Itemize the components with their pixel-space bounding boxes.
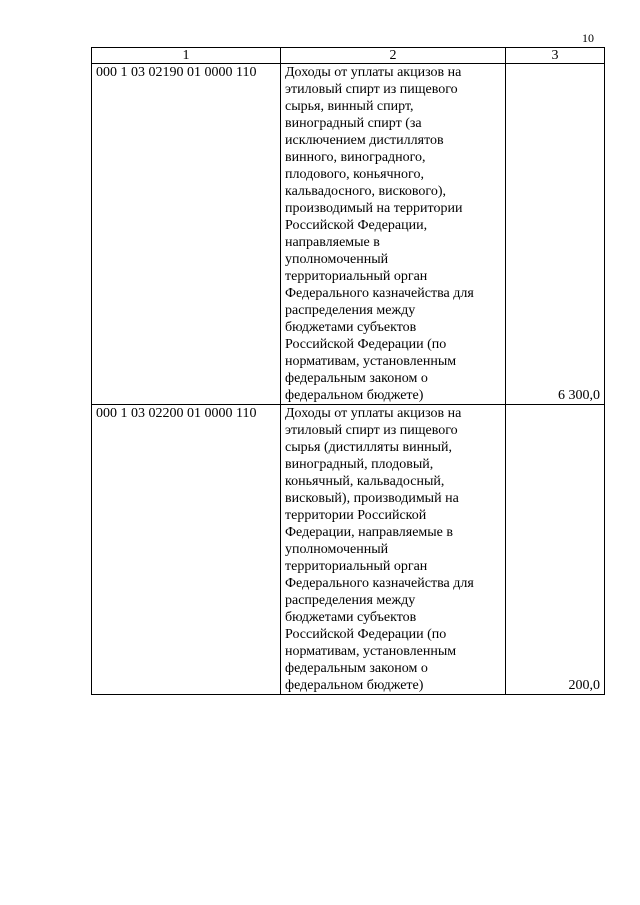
- table-header-row: [92, 48, 605, 64]
- description-line: этиловый спирт из пищевого: [285, 423, 458, 438]
- column-header-amount: 3: [506, 48, 605, 64]
- page-number: 10: [582, 31, 594, 45]
- description-line: бюджетами субъектов: [285, 610, 417, 625]
- description-line: федеральном бюджете): [285, 388, 424, 403]
- description-line: Доходы от уплаты акцизов на: [285, 406, 462, 421]
- table-row: [92, 405, 605, 695]
- budget-classification-code: 000 1 03 02200 01 0000 110: [92, 405, 281, 695]
- description-line: нормативам, установленным: [285, 644, 457, 659]
- description-line: виноградный, плодовый,: [285, 457, 434, 472]
- description-line: виноградный спирт (за: [285, 116, 422, 131]
- description-line: уполномоченный: [285, 542, 389, 557]
- description-line: коньячный, кальвадосный,: [285, 474, 445, 489]
- description-line: Российской Федерации,: [285, 218, 428, 233]
- column-header-name: 2: [281, 48, 506, 64]
- column-header-code: 1: [92, 48, 281, 64]
- revenue-description: [281, 64, 506, 405]
- revenue-amount: 6 300,0: [506, 64, 605, 405]
- description-line: уполномоченный: [285, 252, 389, 267]
- description-line: Федерального казначейства для: [285, 576, 474, 591]
- description-line: территориальный орган: [285, 269, 428, 284]
- description-line: территориальный орган: [285, 559, 428, 574]
- description-line: распределения между: [285, 303, 416, 318]
- budget-classification-code: 000 1 03 02190 01 0000 110: [92, 64, 281, 405]
- revenue-description: [281, 405, 506, 695]
- description-line: Федерации, направляемые в: [285, 525, 453, 540]
- description-line: федеральном бюджете): [285, 678, 424, 693]
- description-line: нормативам, установленным: [285, 354, 457, 369]
- description-line: территории Российской: [285, 508, 427, 523]
- description-line: Российской Федерации (по: [285, 627, 447, 642]
- description-line: федеральным законом о: [285, 371, 428, 386]
- description-line: бюджетами субъектов: [285, 320, 417, 335]
- description-line: Российской Федерации (по: [285, 337, 447, 352]
- description-line: этиловый спирт из пищевого: [285, 82, 458, 97]
- description-line: Федерального казначейства для: [285, 286, 474, 301]
- description-line: винного, виноградного,: [285, 150, 426, 165]
- description-line: кальвадосного, вискового),: [285, 184, 446, 199]
- description-line: плодового, коньячного,: [285, 167, 424, 182]
- revenue-table: [91, 47, 605, 695]
- revenue-amount: 200,0: [506, 405, 605, 695]
- description-line: сырья (дистилляты винный,: [285, 440, 452, 455]
- description-line: сырья, винный спирт,: [285, 99, 414, 114]
- description-line: направляемые в: [285, 235, 380, 250]
- description-line: висковый), производимый на: [285, 491, 459, 506]
- description-line: исключением дистиллятов: [285, 133, 444, 148]
- table-row: [92, 64, 605, 405]
- description-line: производимый на территории: [285, 201, 463, 216]
- description-line: распределения между: [285, 593, 416, 608]
- description-line: Доходы от уплаты акцизов на: [285, 65, 462, 80]
- description-line: федеральным законом о: [285, 661, 428, 676]
